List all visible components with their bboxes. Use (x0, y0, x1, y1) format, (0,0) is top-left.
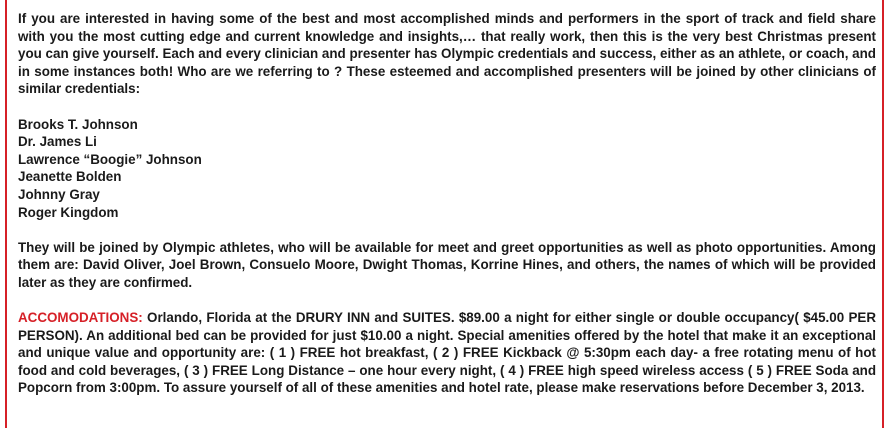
accommodations-paragraph (18, 309, 876, 397)
accommodations-text: Orlando, Florida at the DRURY INN and SUITES. $89.00 a night for either single or double occupancy( $45.00 PER PERSON). An additional bed can be provided for just $10.00 a night. Special amenities offered by the hotel that make it an exceptional and unique value and opportunity are: ( 1 ) FREE hot breakfast, ( 2 ) FREE Kickback @ 5:30pm each day- a free rotating menu of hot food and cold beverages, ( 3 ) FREE Long Distance – one hour every night, ( 4 ) FREE high speed wireless access ( 5 ) FREE Soda and Popcorn from 3:00pm. To assure yourself of all of these amenities and hotel rate, please make reservations before December 3, 2013. (18, 310, 876, 396)
presenter-item: Brooks T. Johnson (18, 116, 138, 132)
intro-paragraph: If you are interested in having some of the best and most accomplished minds and performers in the sport of track and field share with you the most cutting edge and current knowledge and insights,… that really work, then this is the very best Christmas present you can give yourself. Each and every clinician and presenter has Olympic credentials and success, either as an athlete, or coach, and in some instances both! Who are we referring to ? These esteemed and accomplished presenters will be joined by other clinicians of similar credentials: (18, 11, 876, 97)
presenter-item: Dr. James Li (18, 134, 97, 150)
athletes-paragraph: They will be joined by Olympic athletes, who will be available for meet and greet opportunities as well as photo opportunities. Among them are: David Oliver, Joel Brown, Consuelo Moore, Dwight Thomas, Korrine Hines, and others, the names of which will be provided later as they are confirmed. (18, 239, 876, 290)
presenter-item: Roger Kingdom (18, 204, 119, 220)
presenter-list (18, 116, 876, 222)
presenter-item: Lawrence “Boogie” Johnson (18, 151, 202, 167)
document-body (18, 10, 876, 397)
presenter-item: Johnny Gray (18, 186, 100, 202)
accommodations-heading: ACCOMODATIONS: (18, 310, 143, 326)
presenter-item: Jeanette Bolden (18, 169, 122, 185)
